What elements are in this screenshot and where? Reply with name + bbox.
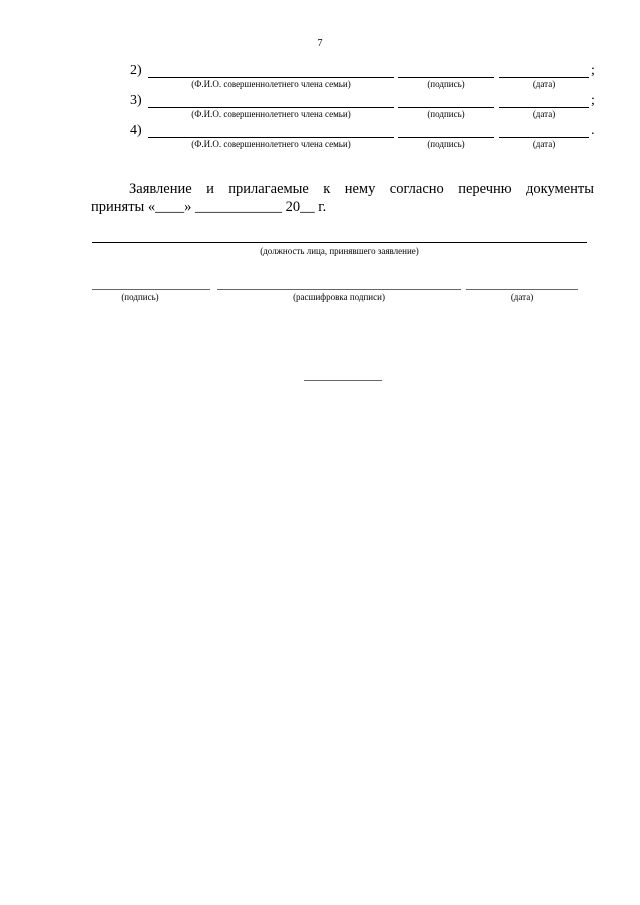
date-line bbox=[499, 107, 589, 108]
signature-caption: (подпись) bbox=[427, 139, 465, 149]
position-line bbox=[92, 242, 587, 243]
official-date-caption: (дата) bbox=[510, 292, 534, 302]
row-number: 4) bbox=[130, 123, 142, 138]
row-punctuation: . bbox=[591, 123, 595, 138]
date-caption: (дата) bbox=[532, 139, 556, 149]
date-caption: (дата) bbox=[532, 109, 556, 119]
acceptance-line-1: Заявление и прилагаемые к нему согласно перечню документы bbox=[129, 181, 594, 197]
date-caption: (дата) bbox=[532, 79, 556, 89]
signature-line bbox=[398, 137, 494, 138]
end-separator bbox=[304, 380, 382, 381]
fio-line bbox=[148, 107, 394, 108]
position-caption: (должность лица, принявшего заявление) bbox=[260, 246, 419, 256]
date-line bbox=[499, 77, 589, 78]
official-signature-line bbox=[92, 289, 210, 290]
fio-line bbox=[148, 77, 394, 78]
row-punctuation: ; bbox=[591, 93, 595, 108]
signature-decode-line bbox=[217, 289, 461, 290]
fio-caption: (Ф.И.О. совершеннолетнего члена семьи) bbox=[191, 79, 351, 89]
signature-line bbox=[398, 107, 494, 108]
page-number: 7 bbox=[317, 38, 323, 49]
row-number: 2) bbox=[130, 63, 142, 78]
acceptance-line-2: приняты «____» ____________ 20__ г. bbox=[91, 199, 327, 215]
official-date-line bbox=[466, 289, 578, 290]
row-punctuation: ; bbox=[591, 63, 595, 78]
signature-caption: (подпись) bbox=[427, 79, 465, 89]
row-number: 3) bbox=[130, 93, 142, 108]
fio-caption: (Ф.И.О. совершеннолетнего члена семьи) bbox=[191, 109, 351, 119]
date-line bbox=[499, 137, 589, 138]
signature-caption: (подпись) bbox=[427, 109, 465, 119]
official-signature-caption: (подпись) bbox=[121, 292, 159, 302]
fio-caption: (Ф.И.О. совершеннолетнего члена семьи) bbox=[191, 139, 351, 149]
signature-line bbox=[398, 77, 494, 78]
fio-line bbox=[148, 137, 394, 138]
signature-decode-caption: (расшифровка подписи) bbox=[293, 292, 385, 302]
